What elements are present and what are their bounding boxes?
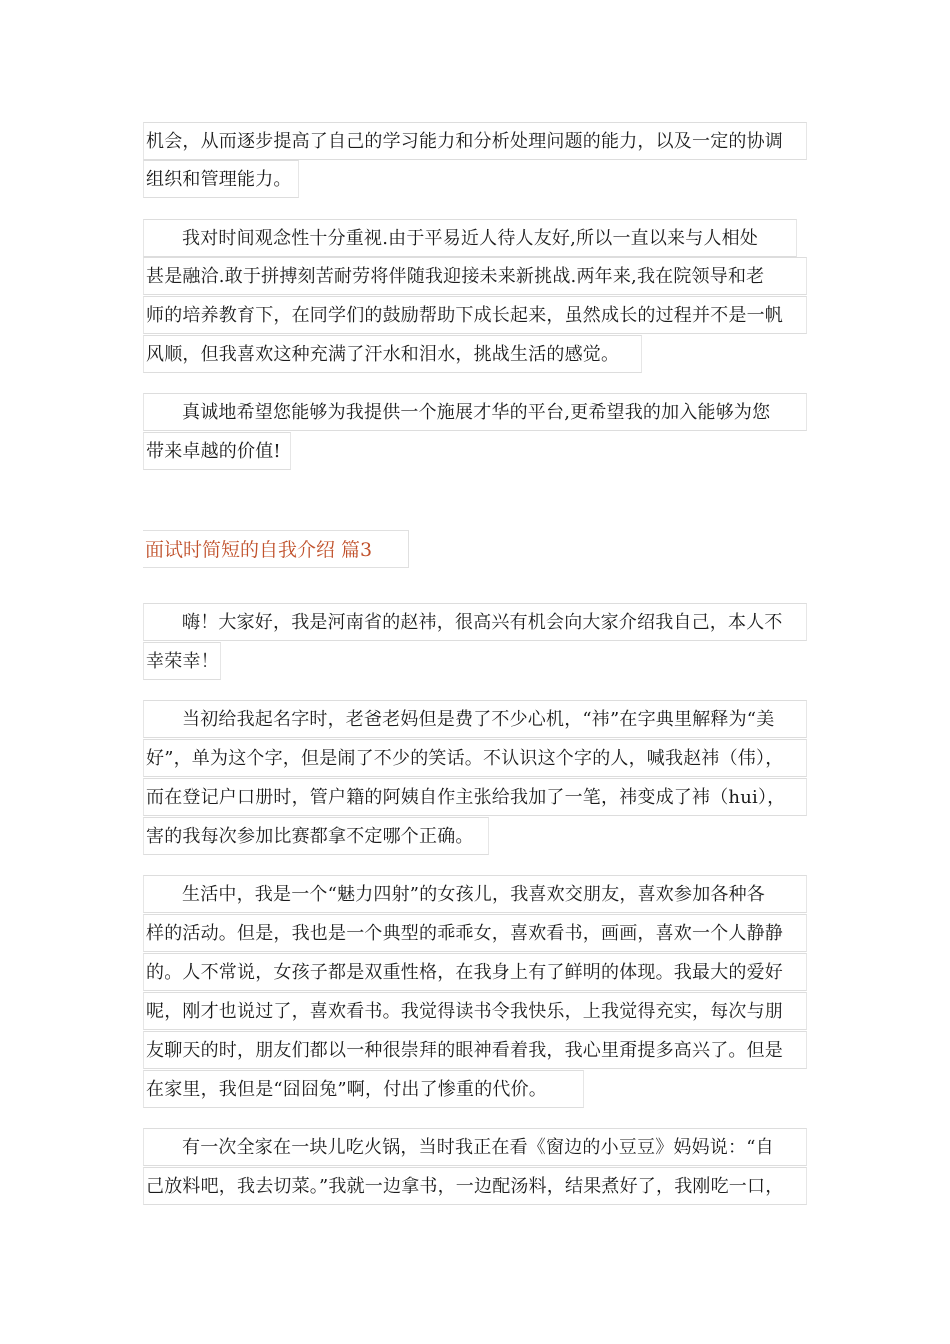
text-line: 而在登记户口册时，管户籍的阿姨自作主张给我加了一笔，祎变成了袆（hui）， [143, 778, 807, 816]
text-line: 师的培养教育下，在同学们的鼓励帮助下成长起来，虽然成长的过程并不是一帆 [143, 296, 807, 334]
text-line: 友聊天的时，朋友们都以一种很崇拜的眼神看着我，我心里甭提多高兴了。但是 [143, 1031, 807, 1069]
text-line: 组织和管理能力。 [143, 160, 299, 198]
text-line: 好”，单为这个字，但是闹了不少的笑话。不认识这个字的人，喊我赵祎（伟）， [143, 739, 807, 777]
text-line: 甚是融洽.敢于拼搏刻苦耐劳将伴随我迎接未来新挑战.两年来,我在院领导和老 [143, 257, 807, 295]
text-line: 真诚地希望您能够为我提供一个施展才华的平台,更希望我的加入能够为您 [143, 393, 807, 431]
text-line: 带来卓越的价值! [143, 432, 291, 470]
text-line: 机会，从而逐步提高了自己的学习能力和分析处理问题的能力，以及一定的协调 [143, 122, 807, 160]
text-line: 呢，刚才也说过了，喜欢看书。我觉得读书令我快乐，上我觉得充实，每次与朋 [143, 992, 807, 1030]
text-line: 幸荣幸！ [143, 642, 221, 680]
text-line: 我对时间观念性十分重视.由于平易近人待人友好,所以一直以来与人相处 [143, 219, 797, 257]
text-line: 风顺，但我喜欢这种充满了汗水和泪水，挑战生活的感觉。 [143, 335, 642, 373]
section-heading: 面试时简短的自我介绍 篇3 [143, 530, 409, 568]
text-line: 生活中，我是一个“魅力四射”的女孩儿，我喜欢交朋友，喜欢参加各种各 [143, 875, 807, 913]
text-line: 己放料吧，我去切菜。”我就一边拿书，一边配汤料，结果煮好了，我刚吃一口， [143, 1167, 807, 1205]
text-line: 在家里，我但是“囧囧兔”啊，付出了惨重的代价。 [143, 1070, 584, 1108]
text-line: 样的活动。但是，我也是一个典型的乖乖女，喜欢看书，画画，喜欢一个人静静 [143, 914, 807, 952]
text-line: 当初给我起名字时，老爸老妈但是费了不少心机，“祎”在字典里解释为“美 [143, 700, 807, 738]
text-line: 嗨！大家好，我是河南省的赵祎，很高兴有机会向大家介绍我自己，本人不 [143, 603, 807, 641]
text-line: 有一次全家在一块儿吃火锅，当时我正在看《窗边的小豆豆》妈妈说：“自 [143, 1128, 807, 1166]
text-line: 害的我每次参加比赛都拿不定哪个正确。 [143, 817, 489, 855]
text-line: 的。人不常说，女孩子都是双重性格，在我身上有了鲜明的体现。我最大的爱好 [143, 953, 807, 991]
